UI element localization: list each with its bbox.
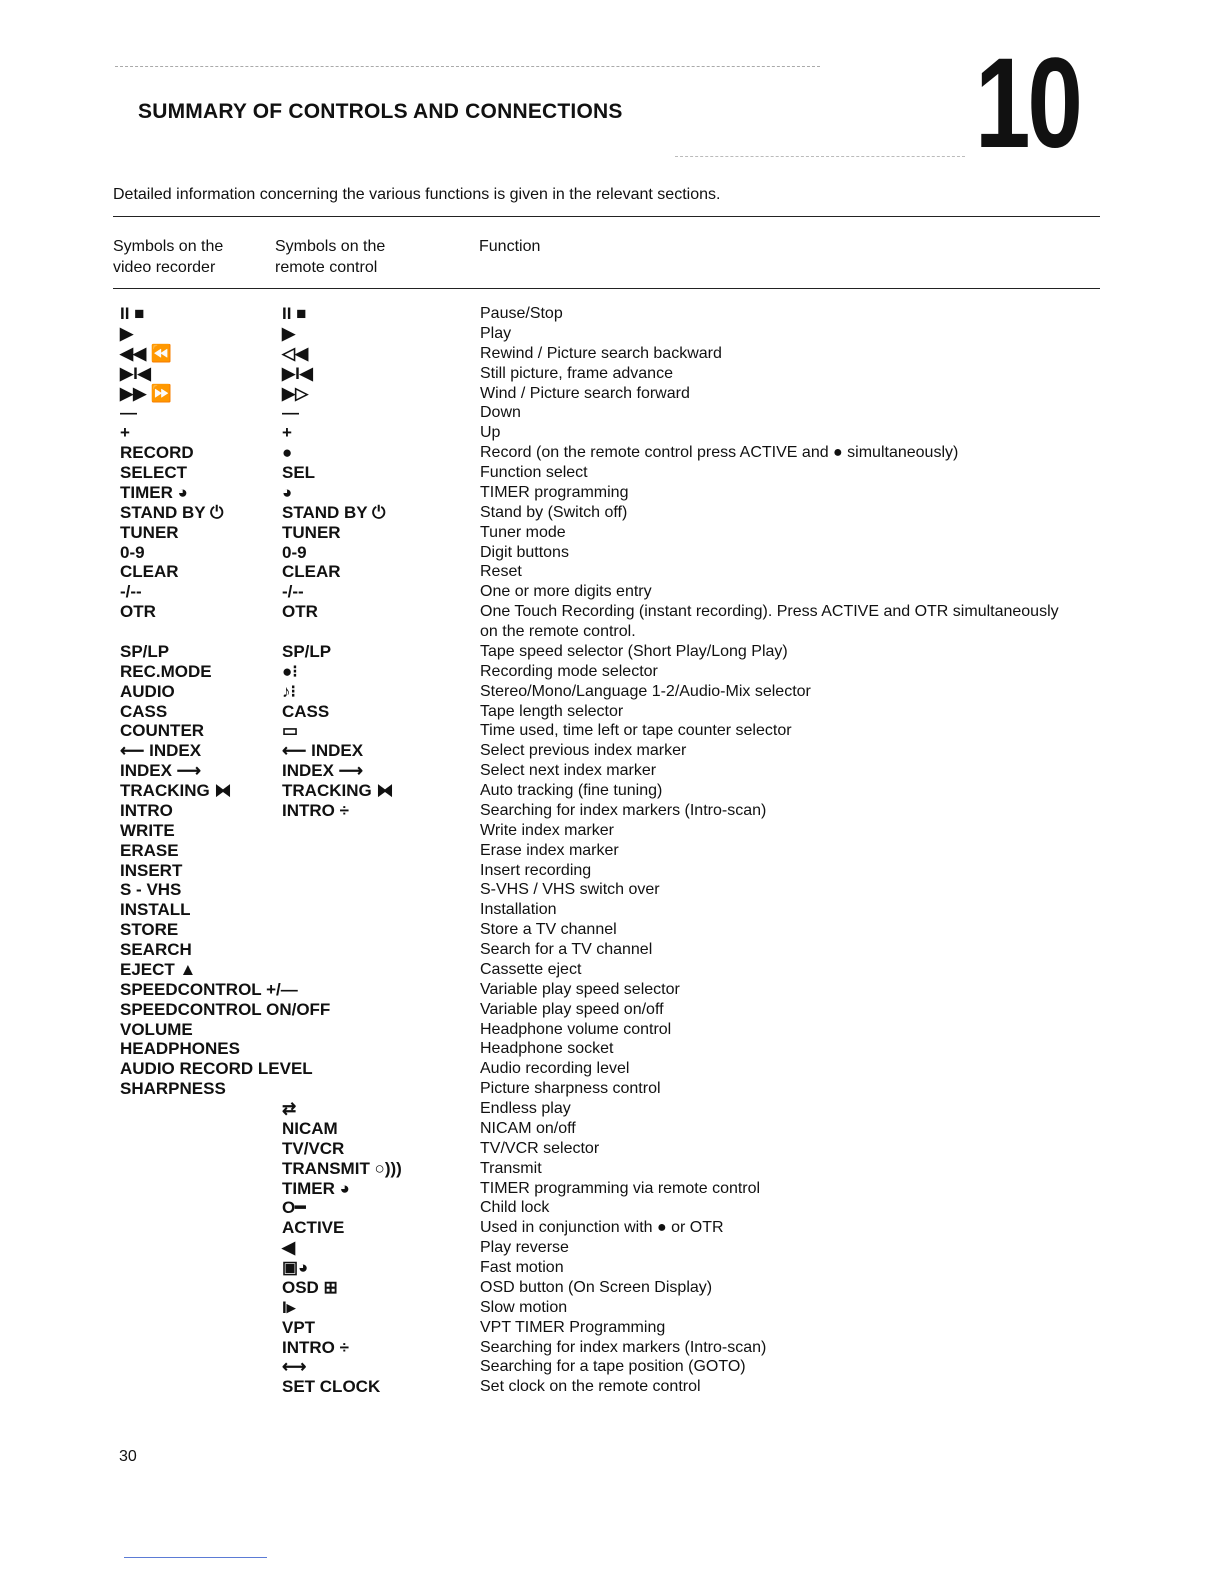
remote-symbol: NICAM [282,1118,338,1138]
remote-symbol: OTR [282,602,318,622]
remote-symbol: TIMER ◕ [282,1178,350,1198]
table-row [0,543,1224,563]
remote-symbol: 0-9 [282,542,307,562]
recorder-symbol: INTRO [120,800,173,820]
remote-symbol: II ■ [282,304,307,323]
function-text: Endless play [480,1100,571,1117]
table-row [0,1377,1224,1397]
top-rule [113,216,1100,217]
remote-symbol: ◀ [282,1238,296,1258]
function-text: Pause/Stop [480,305,563,322]
table-row [0,1278,1224,1298]
table-row [0,503,1224,523]
table-row [0,443,1224,463]
function-text: Insert recording [480,861,592,879]
remote-symbol: TRANSMIT ○))) [282,1158,402,1178]
function-text: Search for a TV channel [480,941,653,958]
chapter-number: 10 [975,32,1080,175]
remote-symbol: ⟷ [282,1357,307,1377]
function-text: Play reverse [480,1239,569,1257]
remote-symbol: ▭ [282,721,299,741]
function-text: Up [480,424,501,442]
table-row [0,662,1224,682]
table-row [0,1139,1224,1159]
header-rule [113,288,1100,289]
function-text: Time used, time left or tape counter selector [480,722,792,740]
table-row [0,821,1224,841]
recorder-symbol: TUNER [120,522,179,542]
recorder-symbol: II ■ [120,304,145,323]
function-text: Variable play speed on/off [480,1000,664,1018]
function-text: Variable play speed selector [480,980,680,998]
recorder-symbol: TRACKING ⧓ [120,781,232,800]
recorder-symbol: HEADPHONES [120,1039,240,1059]
function-text: Set clock on the remote control [480,1378,701,1396]
recorder-symbol: AUDIO [120,681,175,701]
function-text: Write index marker [480,821,614,839]
footnote-rule [124,1557,267,1558]
table-row [0,602,1224,622]
table-row [0,861,1224,881]
function-text: VPT TIMER Programming [480,1318,666,1336]
function-text: Cassette eject [480,960,582,978]
recorder-symbol: EJECT ▲ [120,959,197,979]
recorder-symbol: STAND BY ⏻ [120,502,224,522]
recorder-symbol: INSTALL [120,900,191,920]
function-text: Fast motion [480,1259,564,1276]
table-row [0,920,1224,940]
function-text: OSD button (On Screen Display) [480,1278,713,1296]
remote-symbol: SEL [282,463,316,482]
recorder-symbol: CLEAR [120,562,179,582]
remote-symbol: VPT [282,1317,316,1337]
function-text: Searching for index markers (Intro-scan) [480,801,767,819]
recorder-symbol: INDEX ⟶ [120,761,202,781]
function-text: S-VHS / VHS switch over [480,881,660,899]
table-row [0,801,1224,821]
table-row [0,761,1224,781]
remote-symbol: ▶ [282,323,296,343]
function-text: One or more digits entry [480,583,652,601]
function-text: Auto tracking (fine tuning) [480,782,663,799]
function-text: Transmit [480,1159,542,1177]
table-row [0,1338,1224,1358]
function-text: on the remote control. [480,623,636,640]
function-text: Function select [480,464,588,481]
function-text: Searching for a tape position (GOTO) [480,1358,746,1376]
table-row [0,523,1224,543]
table-row [0,781,1224,801]
recorder-symbol: + [120,423,130,443]
recorder-symbol: — [120,403,137,423]
table-row [0,1079,1224,1099]
function-text: Slow motion [480,1298,568,1316]
function-text: Record (on the remote control press ACTIVE and ● simultaneously) [480,444,959,462]
recorder-symbol: SEARCH [120,940,192,959]
function-text: Rewind / Picture search backward [480,344,722,362]
function-text: Picture sharpness control [480,1080,661,1098]
function-text: Tuner mode [480,523,566,541]
table-row [0,1000,1224,1020]
remote-symbol: ♪⁝ [282,681,296,701]
recorder-symbol: AUDIO RECORD LEVEL [120,1059,313,1079]
function-text: TV/VCR selector [480,1139,600,1157]
remote-symbol: SET CLOCK [282,1377,381,1397]
recorder-symbol: OTR [120,602,156,622]
remote-symbol: ⟵ INDEX [282,741,364,761]
table-row [0,483,1224,503]
table-row [0,423,1224,443]
recorder-symbol: 0-9 [120,542,145,562]
page-title: SUMMARY OF CONTROLS AND CONNECTIONS [138,100,623,123]
remote-symbol: INTRO ÷ [282,1337,349,1357]
column-header-recorder: Symbols on the video recorder [113,238,224,276]
function-text: Tape length selector [480,702,624,720]
table-row [0,880,1224,900]
function-text: Tape speed selector (Short Play/Long Play) [480,642,788,660]
function-text: Select next index marker [480,762,657,780]
function-text: Stereo/Mono/Language 1-2/Audio-Mix selector [480,682,811,700]
function-text: Select previous index marker [480,742,687,760]
remote-symbol: INTRO ÷ [282,800,349,820]
remote-symbol: TV/VCR [282,1138,345,1158]
remote-symbol: CASS [282,701,330,721]
recorder-symbol: COUNTER [120,721,205,741]
function-text: NICAM on/off [480,1119,576,1137]
recorder-symbol: ⟵ INDEX [120,741,202,761]
remote-symbol: I▸ [282,1297,296,1317]
remote-symbol: + [282,423,292,443]
table-row [0,403,1224,423]
remote-symbol: ▶I◀ [282,363,313,383]
function-text: Down [480,404,521,422]
table-row [0,1099,1224,1119]
remote-symbol: TRACKING ⧓ [282,781,394,800]
recorder-symbol: S - VHS [120,880,182,900]
recorder-symbol: ◀◀ ⏪ [120,343,173,363]
column-header-remote: Symbols on the remote control [275,238,386,276]
intro-text: Detailed information concerning the various functions is given in the relevant sections. [113,186,721,203]
function-text: Erase index marker [480,841,619,859]
recorder-symbol: VOLUME [120,1019,193,1039]
recorder-symbol: RECORD [120,443,194,463]
recorder-symbol: SPEEDCONTROL +/— [120,979,298,999]
recorder-symbol: REC.MODE [120,661,212,681]
remote-symbol: ●⁝ [282,661,298,681]
remote-symbol: ▣◕ [282,1258,309,1277]
recorder-symbol: ▶ [120,323,134,343]
table-row [0,1298,1224,1318]
function-text: Searching for index markers (Intro-scan) [480,1338,767,1356]
function-text: Wind / Picture search forward [480,384,690,402]
function-text: Installation [480,901,557,919]
table-row [0,463,1224,483]
table-row [0,940,1224,960]
remote-symbol: ▶▷ [282,383,309,403]
remote-symbol: INDEX ⟶ [282,761,364,781]
function-text: One Touch Recording (instant recording). Press ACTIVE and OTR simultaneously [480,603,1059,621]
recorder-symbol: -/-- [120,582,142,602]
table-row [0,384,1224,404]
recorder-symbol: ▶I◀ [120,363,151,383]
remote-symbol: STAND BY ⏻ [282,502,386,522]
function-text: TIMER programming [480,483,629,501]
table-row [0,900,1224,920]
column-header-function: Function [479,238,541,255]
remote-symbol: OSD ⊞ [282,1277,338,1297]
recorder-symbol: TIMER ◕ [120,482,188,502]
function-text: Reset [480,563,522,581]
remote-symbol: SP/LP [282,641,332,661]
remote-symbol: -/-- [282,582,304,602]
table-row [0,1318,1224,1338]
recorder-symbol: ▶▶ ⏩ [120,383,173,403]
table-row [0,642,1224,662]
function-text: Used in conjunction with ● or OTR [480,1219,724,1237]
remote-symbol: CLEAR [282,562,341,582]
recorder-symbol: SHARPNESS [120,1079,226,1099]
table-row [0,1039,1224,1059]
recorder-symbol: INSERT [120,860,183,880]
table-row [0,364,1224,384]
function-text: Play [480,324,512,342]
recorder-symbol: SP/LP [120,641,170,661]
function-text: Headphone volume control [480,1020,672,1038]
recorder-symbol: SPEEDCONTROL ON/OFF [120,999,331,1019]
recorder-symbol: SELECT [120,463,188,482]
table-row [0,622,1224,642]
table-row [0,1179,1224,1199]
remote-symbol: ⇄ [282,1099,297,1118]
recorder-symbol: STORE [120,920,179,940]
remote-symbol: ◁◀ [282,343,309,363]
function-text: Recording mode selector [480,662,658,680]
function-text: Child lock [480,1199,550,1217]
table-row [0,324,1224,344]
table-row [0,582,1224,602]
table-row [0,1258,1224,1278]
table-row [0,1119,1224,1139]
function-text: Audio recording level [480,1060,630,1078]
table-row [0,304,1224,324]
function-text: Still picture, frame advance [480,364,673,382]
table-row [0,702,1224,722]
header-dashed-rule-lower [675,156,965,157]
recorder-symbol: ERASE [120,840,179,860]
table-row [0,1020,1224,1040]
table-row [0,562,1224,582]
recorder-symbol: WRITE [120,820,175,840]
function-text: Stand by (Switch off) [480,503,628,521]
controls-table [0,304,1224,1397]
table-row [0,682,1224,702]
table-row [0,980,1224,1000]
table-row [0,841,1224,861]
function-text: Digit buttons [480,543,569,561]
table-row [0,1198,1224,1218]
remote-symbol: ◕ [282,482,293,502]
table-row [0,1059,1224,1079]
table-row [0,1238,1224,1258]
remote-symbol: ● [282,443,293,463]
table-row [0,741,1224,761]
function-text: Headphone socket [480,1040,614,1058]
function-text: Store a TV channel [480,921,617,939]
remote-symbol: — [282,403,299,423]
table-row [0,1159,1224,1179]
table-row [0,721,1224,741]
page-number: 30 [119,1448,137,1465]
function-text: TIMER programming via remote control [480,1179,761,1197]
remote-symbol: O━ [282,1198,306,1218]
recorder-symbol: CASS [120,701,168,721]
remote-symbol: TUNER [282,522,341,542]
header-dashed-rule [115,66,820,67]
table-row [0,1357,1224,1377]
table-row [0,344,1224,364]
table-row [0,960,1224,980]
remote-symbol: ACTIVE [282,1218,345,1238]
table-row [0,1218,1224,1238]
